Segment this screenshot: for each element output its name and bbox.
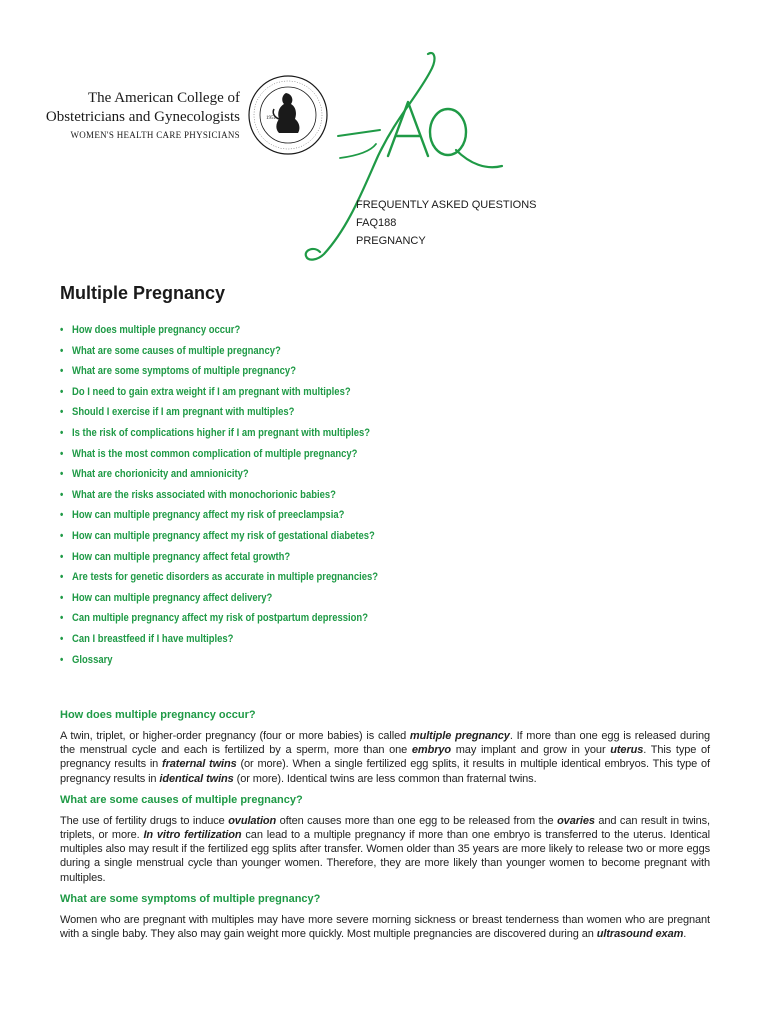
body-text: Women who are pregnant with multiples may have more severe morning sickness or breast tenderness than women who are pregnant with a single baby. They also may gain weight more quickly. Most multiple pregnancies are discovered during an (60, 913, 710, 941)
toc-item[interactable]: • How can multiple pregnancy affect my risk of gestational diabetes? (60, 526, 378, 547)
section-heading: What are some symptoms of multiple pregnancy? (60, 892, 321, 905)
toc-item[interactable]: • What are the risks associated with monochorionic babies? (60, 485, 378, 506)
toc-item[interactable]: • How can multiple pregnancy affect my risk of preeclampsia? (60, 505, 378, 526)
acog-org-name (46, 89, 240, 140)
glossary-term: ovaries (557, 814, 595, 827)
glossary-term: uterus (610, 744, 644, 757)
body-text: (or more). When a single fertilized egg splits, it results in multiple identical embryos. This type of pregnancy results in (60, 758, 710, 785)
org-name-line1: The American College of (87, 90, 240, 106)
faq-content (60, 708, 710, 948)
body-text: may implant and grow in your (451, 744, 611, 757)
org-subtitle: WOMEN'S HEALTH CARE PHYSICIANS (70, 130, 240, 140)
glossary-term: ultrasound exam (596, 928, 684, 941)
body-text: A twin, triplet, or higher-order pregnancy (four or more babies) is called (60, 730, 410, 742)
body-text: . If more than one egg is released during the menstrual cycle and each is fertilized by a sperm, more than one (60, 730, 710, 757)
section-body (60, 913, 710, 941)
toc-item[interactable]: • Glossary (60, 650, 378, 671)
faq-section (60, 892, 710, 941)
body-text: (or more). Identical twins are less common than fraternal twins. (233, 772, 537, 785)
glossary-term: In vitro fertilization (143, 829, 242, 842)
toc-item[interactable]: • Can I breastfeed if I have multiples? (60, 629, 378, 650)
toc-item[interactable]: • What is the most common complication of multiple pregnancy? (60, 444, 378, 465)
faq-meta-number: FAQ188 (356, 217, 397, 229)
glossary-term: multiple pregnancy (409, 730, 510, 742)
body-text: . (683, 928, 687, 941)
toc-item[interactable]: • Are tests for genetic disorders as accurate in multiple pregnancies? (60, 567, 378, 588)
glossary-term: ovulation (228, 814, 277, 827)
seal-year: 1951 (266, 116, 276, 121)
glossary-term: fraternal twins (162, 758, 237, 771)
body-text: can lead to a multiple pregnancy if more than one embryo is transferred to the uterus. Identical multiples also may result if the fertilized egg splits after transfer. Women older than 35 years are more likely to release two or more eggs during a single menstrual cycle than younger women. Therefore, they are more likely than younger women to become pregnant with multiples. (60, 829, 710, 884)
org-name-line2: Obstetricians and Gynecologists (45, 109, 240, 125)
toc-item[interactable]: • How can multiple pregnancy affect fetal growth? (60, 547, 378, 568)
toc-item[interactable]: • Is the risk of complications higher if I am pregnant with multiples? (60, 423, 378, 444)
body-text: The use of fertility drugs to induce (60, 814, 229, 827)
faq-section (60, 708, 710, 786)
body-text: and can result in twins, triplets, or more. (60, 814, 711, 842)
toc-item[interactable]: • What are chorionicity and amnionicity? (60, 464, 378, 485)
faq-meta (356, 196, 537, 250)
section-heading: How does multiple pregnancy occur? (60, 709, 256, 721)
toc-item[interactable]: • Should I exercise if I am pregnant with multiples? (60, 402, 378, 423)
section-heading: What are some causes of multiple pregnancy? (60, 793, 303, 806)
toc-item[interactable]: • Can multiple pregnancy affect my risk of postpartum depression? (60, 608, 378, 629)
section-body (60, 729, 710, 786)
body-text: often causes more than one egg to be released from the (276, 814, 558, 827)
faq-meta-category: PREGNANCY (356, 235, 426, 247)
toc-item[interactable]: • How can multiple pregnancy affect delivery? (60, 588, 378, 609)
page-title: Multiple Pregnancy (60, 283, 226, 303)
page-header (0, 0, 768, 270)
toc-item[interactable]: • What are some causes of multiple pregnancy? (60, 341, 378, 362)
toc-item[interactable]: • Do I need to gain extra weight if I am pregnant with multiples? (60, 382, 378, 403)
faq-meta-line1: FREQUENTLY ASKED QUESTIONS (356, 199, 537, 211)
glossary-term: identical twins (159, 772, 234, 785)
toc-list (60, 320, 430, 670)
toc-item[interactable]: • How does multiple pregnancy occur? (60, 320, 378, 341)
toc-item[interactable]: • What are some symptoms of multiple pregnancy? (60, 361, 378, 382)
body-text: . This type of pregnancy results in (60, 744, 710, 771)
section-body (60, 814, 710, 885)
faq-section (60, 793, 710, 885)
glossary-term: embryo (411, 744, 452, 757)
